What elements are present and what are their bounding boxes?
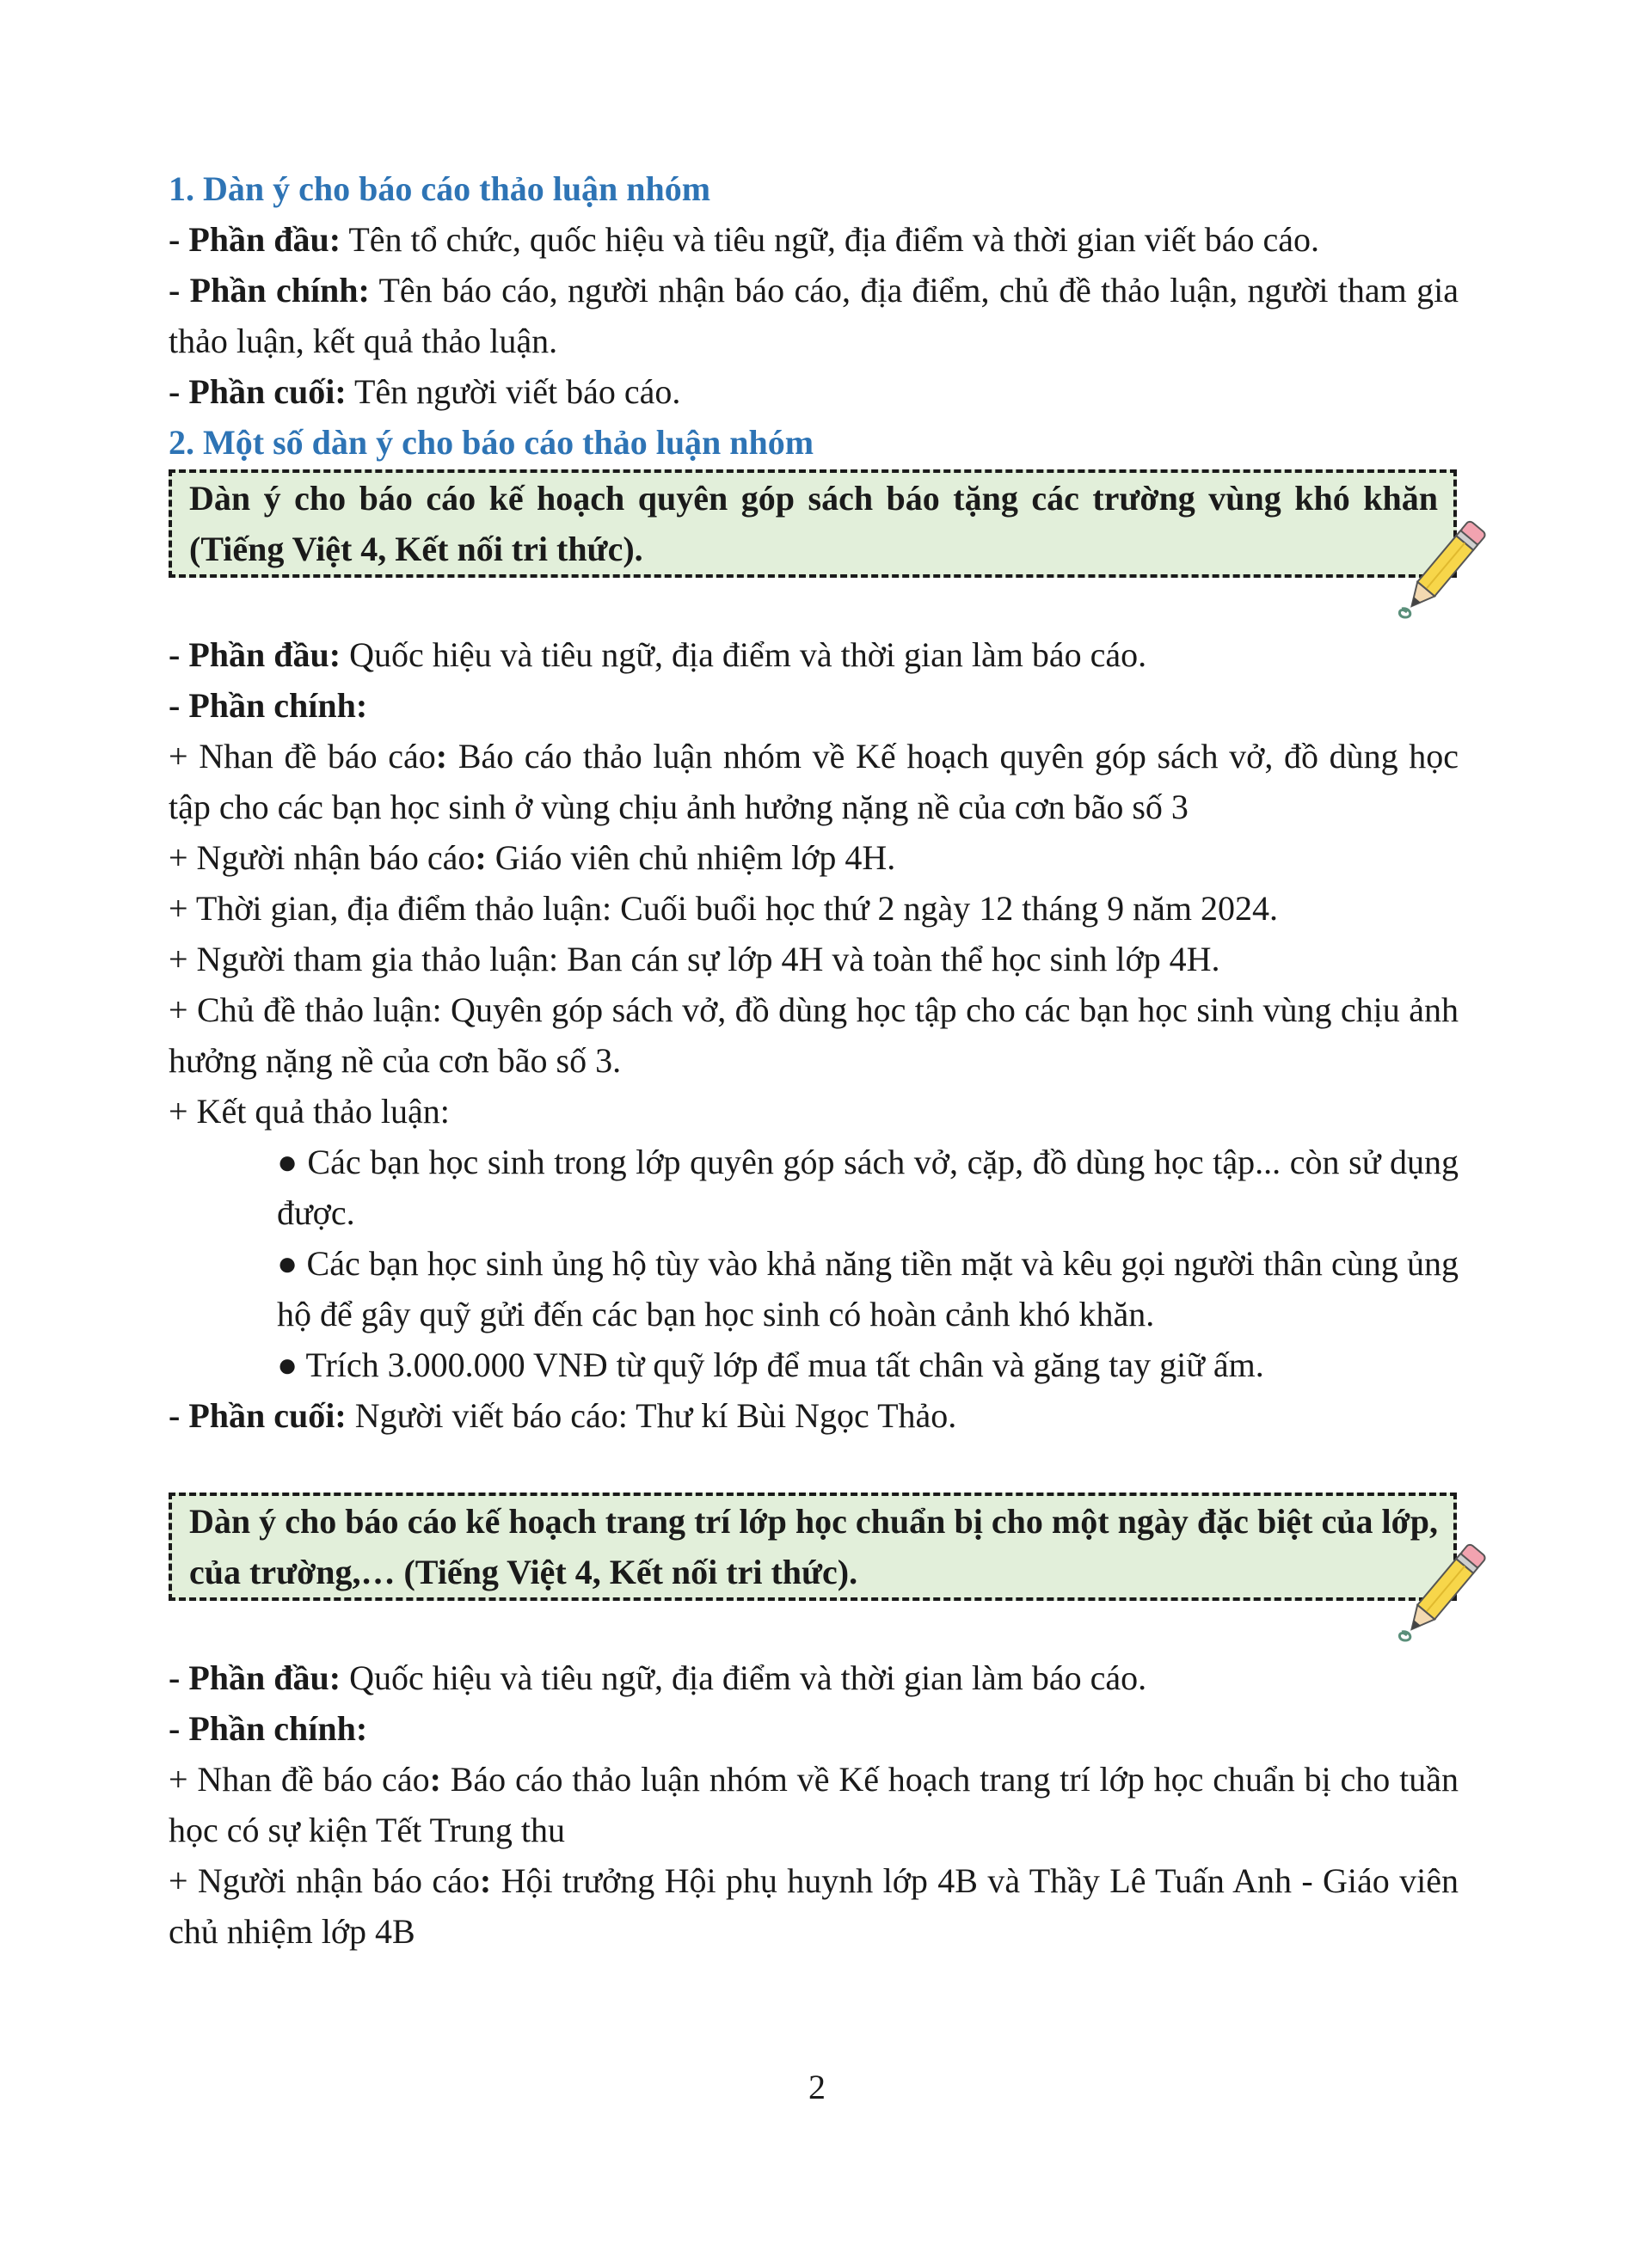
item-text: Báo cáo thảo luận nhóm về Kế hoạch quyên góp sách vở, đồ dùng học tập cho các bạn học sinh ở vùng chịu ảnh hưởng nặng nề của cơn bão số 3: [169, 737, 1459, 826]
item-prefix: + Nhan đề báo cáo: [169, 737, 436, 775]
outline2-title-box: [169, 1493, 1459, 1601]
list-item: ● Các bạn học sinh ủng hộ tùy vào khả năng tiền mặt và kêu gọi người thân cùng ủng hộ để gây quỹ gửi đến các bạn học sinh có hoàn cảnh khó khăn.: [277, 1244, 1459, 1333]
outline1-main-label: [169, 680, 1459, 731]
item-text: Quốc hiệu và tiêu ngữ, địa điểm và thời gian làm báo cáo.: [341, 635, 1147, 674]
outline1-results-list: [277, 1137, 1459, 1390]
section1-item: [169, 265, 1459, 366]
item-label: - Phần chính:: [169, 271, 370, 310]
item-text: Giáo viên chủ nhiệm lớp 4H.: [486, 838, 896, 877]
item-text: Quốc hiệu và tiêu ngữ, địa điểm và thời gian làm báo cáo.: [341, 1658, 1147, 1697]
outline2-title: Dàn ý cho báo cáo kế hoạch trang trí lớp học chuẩn bị cho một ngày đặc biệt của lớp, của trường,… (Tiếng Việt 4, Kết nối tri thức).: [169, 1493, 1457, 1601]
document-page: [169, 163, 1459, 1957]
outline1-time: + Thời gian, địa điểm thảo luận: Cuối buổi học thứ 2 ngày 12 tháng 9 năm 2024.: [169, 889, 1279, 928]
item-prefix: + Người nhận báo cáo: [169, 838, 476, 877]
outline2-main-label: [169, 1703, 1459, 1754]
section1-item: [169, 214, 1459, 265]
list-item: ● Trích 3.000.000 VNĐ từ quỹ lớp để mua tất chân và găng tay giữ ấm.: [277, 1345, 1264, 1384]
outline1-title-box: [169, 469, 1459, 578]
section1-item: [169, 366, 1459, 417]
pencil-icon: [1391, 1539, 1495, 1651]
outline1-end: [169, 1390, 1459, 1441]
pencil-icon: [1391, 516, 1495, 628]
outline1-intro: [169, 629, 1459, 680]
section2-heading: 2. Một số dàn ý cho báo cáo thảo luận nhóm: [169, 423, 814, 462]
list-item: ● Các bạn học sinh trong lớp quyên góp sách vở, cặp, đồ dùng học tập... còn sử dụng được.: [277, 1143, 1459, 1232]
item-colon: :: [479, 1861, 492, 1900]
item-text: Tên báo cáo, người nhận báo cáo, địa điểm, chủ đề thảo luận, người tham gia thảo luận, kết quả thảo luận.: [169, 271, 1459, 360]
item-text: Hội trưởng Hội phụ huynh lớp 4B và Thầy Lê Tuấn Anh - Giáo viên chủ nhiệm lớp 4B: [169, 1861, 1459, 1951]
item-label: - Phần đầu:: [169, 635, 341, 674]
outline2-recipient: [169, 1855, 1459, 1957]
item-prefix: + Người nhận báo cáo: [169, 1861, 480, 1900]
outline1-topic: + Chủ đề thảo luận: Quyên góp sách vở, đồ dùng học tập cho các bạn học sinh vùng chịu ảnh hưởng nặng nề của cơn bão số 3.: [169, 990, 1459, 1080]
item-text: Báo cáo thảo luận nhóm về Kế hoạch trang trí lớp học chuẩn bị cho tuần học có sự kiện Tết Trung thu: [169, 1760, 1459, 1849]
outline1-report-title: [169, 731, 1459, 832]
outline1-results-label: + Kết quả thảo luận:: [169, 1092, 450, 1131]
outline2-intro: [169, 1652, 1459, 1703]
page-number: 2: [808, 2068, 826, 2106]
item-label: - Phần chính:: [169, 686, 368, 725]
item-text: Tên người viết báo cáo.: [346, 372, 681, 411]
item-prefix: + Nhan đề báo cáo: [169, 1760, 430, 1799]
item-label: - Phần cuối:: [169, 1396, 347, 1435]
item-label: - Phần cuối:: [169, 372, 347, 411]
section1-heading: 1. Dàn ý cho báo cáo thảo luận nhóm: [169, 169, 711, 208]
item-text: Người viết báo cáo: Thư kí Bùi Ngọc Thảo.: [346, 1396, 957, 1435]
outline1-recipient: [169, 832, 1459, 883]
item-colon: :: [475, 838, 487, 877]
item-label: - Phần chính:: [169, 1709, 368, 1748]
item-text: Tên tổ chức, quốc hiệu và tiêu ngữ, địa điểm và thời gian viết báo cáo.: [341, 220, 1319, 259]
outline2-report-title: [169, 1754, 1459, 1855]
item-label: - Phần đầu:: [169, 220, 341, 259]
item-label: - Phần đầu:: [169, 1658, 341, 1697]
item-colon: :: [435, 737, 448, 775]
outline1-title: Dàn ý cho báo cáo kế hoạch quyên góp sách báo tặng các trường vùng khó khăn (Tiếng Việt 4, Kết nối tri thức).: [169, 469, 1457, 578]
item-colon: :: [429, 1760, 441, 1799]
outline1-participants: + Người tham gia thảo luận: Ban cán sự lớp 4H và toàn thể học sinh lớp 4H.: [169, 940, 1220, 978]
